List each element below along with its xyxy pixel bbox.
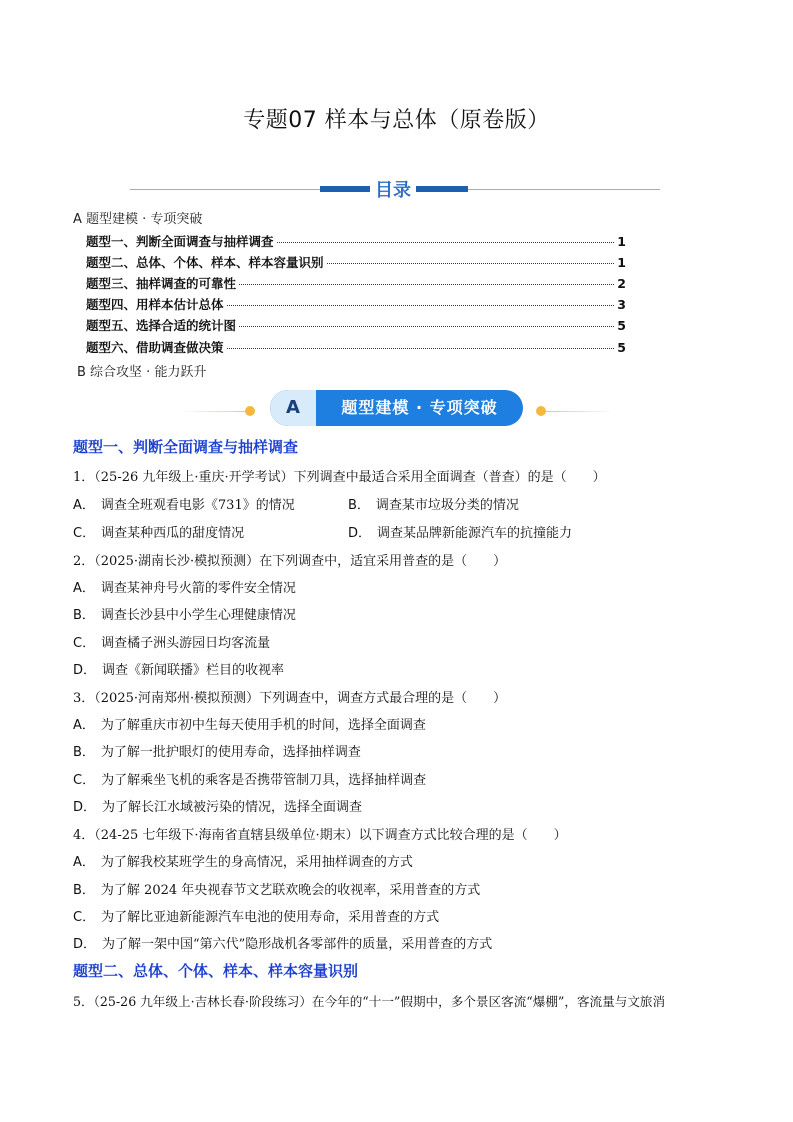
- section-banner-a: [0, 390, 793, 430]
- q4-stem: 4．（24-25 七年级下·海南省直辖县级单位·期末）以下调查方式比较合理的是（ ）: [73, 828, 567, 843]
- q4-option-c[interactable]: [73, 906, 439, 925]
- option-label: A．: [73, 718, 95, 733]
- toc-item[interactable]: [86, 274, 626, 291]
- q5-stem: 5．（25-26 九年级上·吉林长春·阶段练习）在今年的“十一”假期中，多个景区客流“爆棚”，客流量与文旅消: [73, 994, 666, 1009]
- q3-option-c[interactable]: [73, 769, 426, 788]
- toc-item-text: 题型三、抽样调查的可靠性: [86, 276, 237, 291]
- document-title: 专题07 样本与总体（原卷版）: [243, 108, 550, 133]
- toc-item-page: 3: [617, 297, 626, 312]
- toc-item[interactable]: [86, 295, 626, 312]
- option-label: C．: [73, 910, 96, 925]
- toc-item-page: 1: [617, 234, 626, 249]
- toc-item-page: 5: [617, 318, 626, 333]
- q1-option-d[interactable]: [348, 522, 572, 541]
- option-text: 调查橘子洲头游园日均客流量: [101, 636, 271, 651]
- toc-part-b: B 综合攻坚 · 能力跃升: [77, 365, 207, 380]
- q3-option-b[interactable]: [73, 741, 361, 760]
- toc-leader-dots: [327, 263, 615, 264]
- option-text: 为了解长江水域被污染的情况，选择全面调查: [102, 800, 363, 815]
- toc-item-page: 2: [617, 276, 626, 291]
- option-text: 调查《新闻联播》栏目的收视率: [102, 663, 285, 678]
- section-title: 题型建模 · 专项突破: [341, 398, 498, 417]
- option-label: C．: [73, 636, 96, 651]
- toc-item-page: 5: [617, 340, 626, 355]
- section-pill: [270, 390, 523, 426]
- option-label: D．: [73, 800, 97, 815]
- option-label: B．: [73, 745, 95, 760]
- option-text: 调查某种西瓜的甜度情况: [101, 526, 245, 541]
- option-text: 调查长沙县中小学生心理健康情况: [100, 608, 296, 623]
- q2-option-d[interactable]: [73, 659, 284, 678]
- option-text: 为了解我校某班学生的身高情况，采用抽样调查的方式: [100, 855, 413, 870]
- toc-divider-left: [130, 189, 320, 190]
- option-label: D．: [348, 526, 372, 541]
- toc-bar-right: [416, 186, 468, 192]
- q1-option-b[interactable]: [348, 494, 519, 513]
- q2-stem: 2．（2025·湖南长沙·模拟预测）在下列调查中，适宜采用普查的是（ ）: [73, 554, 507, 569]
- banner-dot-left: [245, 406, 255, 416]
- option-label: B．: [73, 883, 95, 898]
- type2-heading: 题型二、总体、个体、样本、样本容量识别: [73, 962, 359, 980]
- toc-item-text: 题型四、用样本估计总体: [86, 297, 224, 312]
- toc-leader-dots: [277, 242, 615, 243]
- option-text: 调查某神舟号火箭的零件安全情况: [100, 581, 296, 596]
- option-label: D．: [73, 937, 97, 952]
- toc-item-text: 题型五、选择合适的统计图: [86, 318, 237, 333]
- toc-bar-left: [320, 186, 370, 192]
- q1-option-a[interactable]: [73, 494, 295, 513]
- banner-dot-right: [536, 406, 546, 416]
- option-label: B．: [73, 608, 95, 623]
- option-text: 调查全班观看电影《731》的情况: [100, 498, 295, 513]
- q1-stem: 1．（25-26 九年级上·重庆·开学考试）下列调查中最适合采用全面调查（普查）的是（ ）: [73, 470, 606, 485]
- option-label: A．: [73, 855, 95, 870]
- q2-option-b[interactable]: [73, 604, 296, 623]
- toc-item[interactable]: [86, 338, 626, 355]
- type1-heading: 题型一、判断全面调查与抽样调查: [73, 438, 299, 456]
- option-text: 为了解比亚迪新能源汽车电池的使用寿命，采用普查的方式: [101, 910, 440, 925]
- section-letter: A: [270, 390, 316, 426]
- q2-option-c[interactable]: [73, 632, 270, 651]
- q4-option-d[interactable]: [73, 933, 492, 952]
- toc-leader-dots: [239, 326, 614, 327]
- q1-option-c[interactable]: [73, 522, 244, 541]
- toc-item[interactable]: [86, 253, 626, 270]
- toc-item-page: 1: [617, 255, 626, 270]
- option-label: B．: [348, 498, 370, 513]
- banner-fade-left: [180, 411, 250, 412]
- option-text: 为了解重庆市初中生每天使用手机的时间，选择全面调查: [100, 718, 426, 733]
- option-label: A．: [73, 498, 95, 513]
- toc-leader-dots: [227, 305, 615, 306]
- option-label: C．: [73, 773, 96, 788]
- toc-item-text: 题型六、借助调查做决策: [86, 340, 224, 355]
- toc-item[interactable]: [86, 316, 626, 333]
- toc-item[interactable]: [86, 232, 626, 249]
- q2-option-a[interactable]: [73, 577, 296, 596]
- option-label: D．: [73, 663, 97, 678]
- option-text: 为了解 2024 年央视春节文艺联欢晚会的收视率，采用普查的方式: [100, 883, 481, 898]
- option-label: A．: [73, 581, 95, 596]
- q3-option-d[interactable]: [73, 796, 362, 815]
- toc-label: 目录: [375, 180, 411, 201]
- toc-leader-dots: [239, 284, 614, 285]
- q4-option-b[interactable]: [73, 879, 480, 898]
- q3-stem: 3．（2025·河南郑州·模拟预测）下列调查中，调查方式最合理的是（ ）: [73, 691, 507, 706]
- banner-fade-right: [546, 411, 616, 412]
- toc-divider-right: [468, 189, 660, 190]
- option-text: 调查某市垃圾分类的情况: [375, 498, 519, 513]
- option-text: 为了解乘坐飞机的乘客是否携带管制刀具，选择抽样调查: [101, 773, 427, 788]
- toc-leader-dots: [227, 348, 615, 349]
- q4-option-a[interactable]: [73, 851, 413, 870]
- toc-part-a: A 题型建模 · 专项突破: [73, 212, 203, 227]
- option-text: 为了解一架中国“第六代”隐形战机各零部件的质量，采用普查的方式: [102, 937, 493, 952]
- option-label: C．: [73, 526, 96, 541]
- toc-item-text: 题型二、总体、个体、样本、样本容量识别: [86, 255, 324, 270]
- option-text: 调查某品牌新能源汽车的抗撞能力: [377, 526, 573, 541]
- toc-item-text: 题型一、判断全面调查与抽样调查: [86, 234, 274, 249]
- option-text: 为了解一批护眼灯的使用寿命，选择抽样调查: [100, 745, 361, 760]
- toc-banner: [130, 176, 660, 202]
- q3-option-a[interactable]: [73, 714, 426, 733]
